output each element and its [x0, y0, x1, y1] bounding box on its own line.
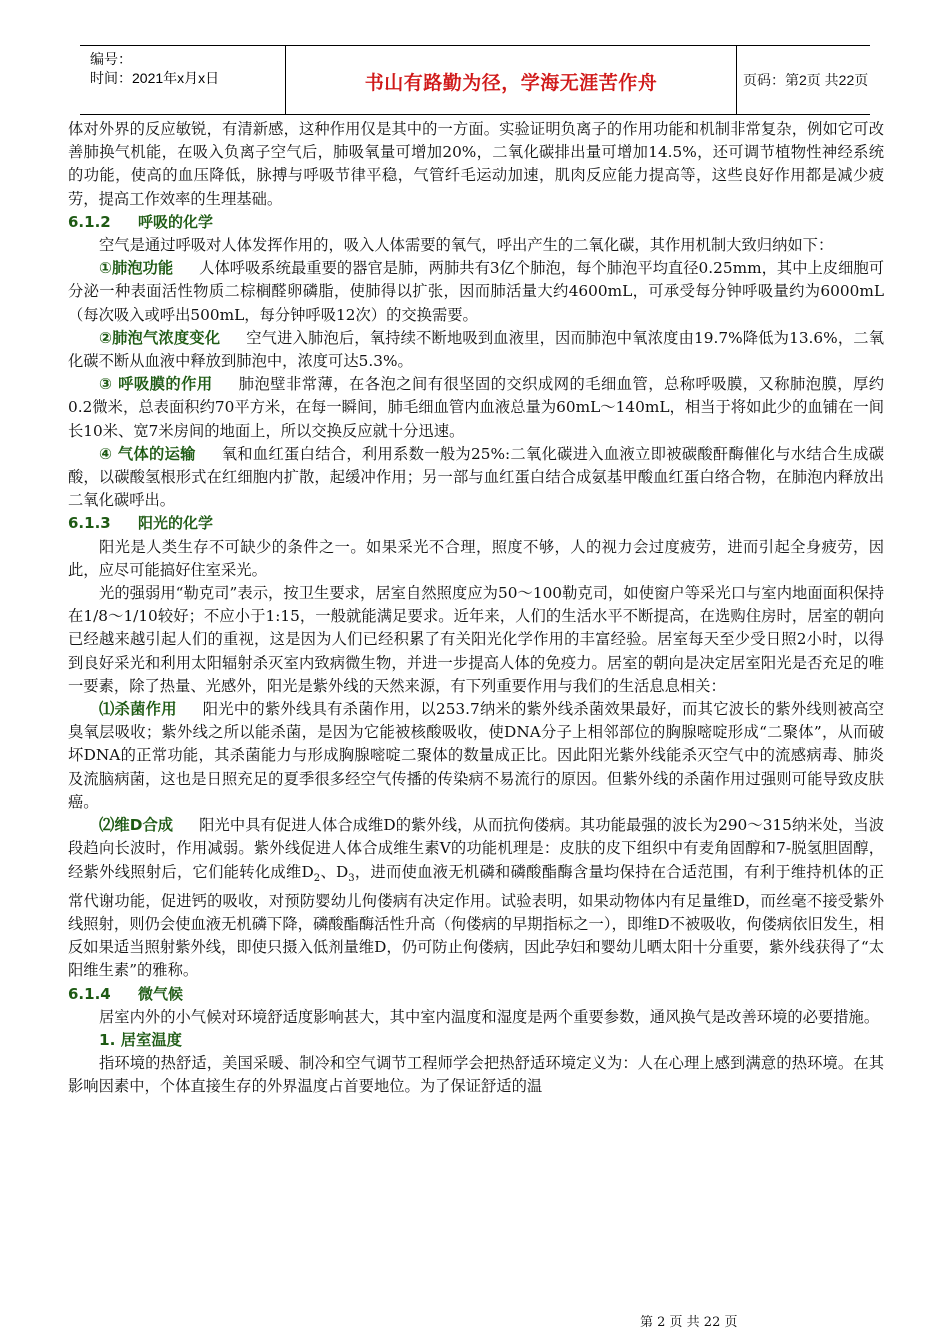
paragraph-text: ，进而使血液无机磷和磷酸酯酶含量均保持在合适范围，有利于维持机体的正常代谢功能，促进钙的吸收，对预防婴幼儿佝偻病有决定作用。试验表明，如果动物体内有足量维D，而丝毫不接受紫外线照射，则仍会使血液无机磷下降，磷酸酯酶活性升高（佝偻病的早期指标之一），即维D不被吸收，佝偻病依旧发生，相反如果适当照射紫外线，即使只摄入低剂量维D，仍可防止佝偻病，因此孕妇和婴幼儿晒太阳十分重要，紫外线获得了“太阳维生素”的雅称。	[68, 862, 884, 980]
paragraph-gas-transport	[68, 443, 884, 513]
section-heading-6-1-3	[68, 512, 884, 535]
document-body	[68, 118, 884, 1099]
paragraph: 空气是通过呼吸对人体发挥作用的，吸入人体需要的氧气，呼出产生的二氧化碳，其作用机制大致归纳如下：	[99, 236, 834, 255]
section-number: 6.1.4	[68, 984, 111, 1003]
paragraph-alveolar-gas	[68, 327, 884, 373]
term-heading: ⑴杀菌作用	[99, 700, 177, 719]
motto: 书山有路勤为径，学海无涯苦作舟	[364, 72, 658, 94]
section-title: 阳光的化学	[138, 514, 214, 533]
page-number-label: 页码：第2页 共22页	[743, 72, 869, 88]
paragraph: 体对外界的反应敏锐，有清新感，这种作用仅是其中的一方面。实验证明负离子的作用功能和机制非常复杂，例如它可改善肺换气机能，在吸入负离子空气后，肺吸氧量可增加20%，二氧化碳排出量可增加14.5%，还可调节植物性神经系统的功能，使高的血压降低，脉搏与呼吸节律平稳，气管纤毛运动加速，肌肉反应能力提高等，这些良好作用都是减少疲劳，提高工作效率的生理基础。	[68, 120, 884, 208]
header-page-cell	[735, 46, 870, 114]
paragraph-text: 、D	[320, 862, 349, 881]
term-heading: ②肺泡气浓度变化	[99, 328, 221, 347]
paragraph-text: 氧和血红蛋白结合，利用系数一般为25%:二氧化碳进入血液立即被碳酸酐酶催化与水结合生成碳酸，以碳酸氢根形式在红细胞内扩散，起缓冲作用；另一部与血红蛋白结合成氨基甲酸血红蛋白络合物，在肺泡内释放出二氧化碳呼出。	[68, 444, 885, 510]
term-heading: ①肺泡功能	[99, 259, 174, 278]
header-left-cell	[80, 46, 285, 114]
page-footer: 第 2 页 共 22 页	[640, 1315, 738, 1330]
term-heading: ④ 气体的运输	[99, 444, 196, 463]
paragraph: 阳光是人类生存不可缺少的条件之一。如果采光不合理，照度不够，人的视力会过度疲劳，进而引起全身疲劳，因此，应尽可能搞好住室采光。	[68, 537, 884, 579]
paragraph: 光的强弱用“勒克司”表示，按卫生要求，居室自然照度应为50～100勒克司，如使窗户等采光口与室内地面面积保持在1/8～1/10较好；不应小于1:15，一般就能满足要求。近年来，人们的生活水平不断提高，在选购住房时，居室的朝向已经越来越引起人们的重视，这是因为人们已经积累了有关阳光化学作用的丰富经验。居室每天至少受日照2小时，以得到良好采光和利用太阳辐射杀灭室内致病微生物，并进一步提高人体的免疫力。居室的朝向是决定居室阳光是否充足的唯一要素，除了热量、光感外，阳光是紫外线的天然来源，有下列重要作用与我们的生活息息相关：	[68, 584, 884, 695]
section-heading-6-1-2	[68, 211, 884, 234]
paragraph-text: 人体呼吸系统最重要的器官是肺，两肺共有3亿个肺泡，每个肺泡平均直径0.25mm，其中上皮细胞可分泌一种表面活性物质二棕榈醛卵磷脂，使肺得以扩张，因而肺活量大约4600mL，可承受每分钟呼吸量约为6000mL（每次吸入或呼出500mL，每分钟呼吸12次）的交换需要。	[68, 259, 885, 324]
paragraph-sterilization	[68, 698, 884, 814]
paragraph-text: 空气进入肺泡后，氧持续不断地吸到血液里，因而肺泡中氧浓度由19.7%降低为13.6%，二氧化碳不断从血液中释放到肺泡中，浓度可达5.3%。	[68, 328, 885, 371]
paragraph: 居室内外的小气候对环境舒适度影响甚大，其中室内温度和湿度是两个重要参数，通风换气是改善环境的必要措施。	[99, 1007, 880, 1026]
header-motto-cell	[285, 46, 737, 114]
subscript: 3	[348, 872, 355, 884]
paragraph-text: 阳光中的紫外线具有杀菌作用，以253.7纳米的紫外线杀菌效果最好，而其它波长的紫外线则被高空臭氧层吸收；紫外线之所以能杀菌，是因为它能被核酸吸收，使DNA分子上相邻部位的胸腺嘧啶形成“二聚体”，从而破坏DNA的正常功能，其杀菌能力与形成胸腺嘧啶二聚体的数量成正比。因此阳光紫外线能杀灭空气中的流感病毒、肺炎及流脑病菌，这也是日照充足的夏季很多经空气传播的传染病不易流行的原因。但紫外线的杀菌作用过强则可能导致皮肤癌。	[68, 700, 884, 811]
term-heading: ⑵维D合成	[99, 816, 174, 835]
section-number: 6.1.3	[68, 514, 111, 533]
section-heading-6-1-4	[68, 983, 884, 1006]
subheading-room-temperature	[68, 1029, 884, 1052]
section-number: 6.1.2	[68, 212, 111, 231]
term-heading: ③ 呼吸膜的作用	[99, 375, 213, 394]
paragraph-text: 肺泡壁非常薄，在各泡之间有很坚固的交织成网的毛细血管，总称呼吸膜，又称肺泡膜，厚约0.2微米，总表面积约70平方米，在每一瞬间，肺毛细血管内血液总量为60mL～140mL，相当于将如此少的血铺在一间长10米、宽7米房间的地面上，所以交换反应就十分迅速。	[68, 375, 884, 440]
serial-number-label: 编号：	[90, 51, 132, 67]
subscript: 2	[313, 872, 321, 884]
paragraph: 指环境的热舒适，美国采暖、制冷和空气调节工程师学会把热舒适环境定义为：人在心理上感到满意的热环境。在其影响因素中，个体直接生存的外界温度占首要地位。为了保证舒适的温	[68, 1054, 884, 1096]
paragraph-text: 阳光中具有促进人体合成维D的紫外线，从而抗佝偻病。其功能最强的波长为290～315纳米处，当波段趋向长波时，作用减弱。紫外线促进人体合成维生素V的功能机理是：皮肤的皮下组织中有麦角固醇和7-脱氢胆固醇，经紫外线照射后，它们能转化成维D	[68, 816, 884, 881]
paragraph-vitamin-d	[68, 814, 884, 982]
date-label: 时间：2021年x月x日	[90, 70, 220, 86]
section-title: 微气候	[138, 984, 184, 1003]
paragraph-alveolar-function	[68, 257, 884, 327]
subheading-text: 1. 居室温度	[99, 1030, 182, 1049]
page-header	[80, 45, 870, 115]
paragraph-respiratory-membrane	[68, 373, 884, 443]
section-title: 呼吸的化学	[138, 212, 214, 231]
